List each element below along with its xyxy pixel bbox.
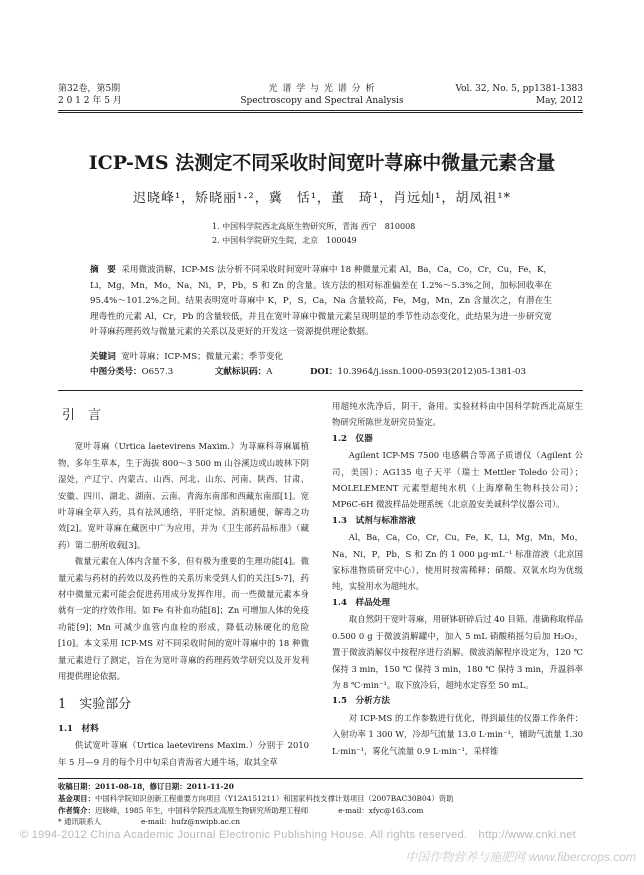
section-1-5-text: 对 ICP-MS 的工作参数进行优化，得到最佳的仪器工作条件：入射功率 1 300 W，冷却气流量 13.0 L·min⁻¹，辅助气流量 1.30 L·min⁻¹，雾化气流量 0.9 L·min⁻¹，采样锥 [332, 712, 583, 756]
keywords-text: 宽叶荨麻；ICP-MS；微量元素；季节变化 [121, 352, 284, 362]
intro-paragraph-1: 宽叶荨麻（Urtica laetevirens Maxim.）为荨麻科荨麻属植物，多年生草本，生于海拔 800～3 500 m 山谷溪边或山坡林下阴湿处，产辽宁、内蒙古、山西、河北、山东、河南、陕西、甘肃、安徽、四川、湖北、湖南、云南、青海东南部和西藏东南部[1]。宽叶荨麻全草入药，具有祛风通络，平肝定惊，消积通便，解毒之功效[2]。宽叶荨麻在藏医中广为应用，并为《卫生部药品标准》（藏药）第二册所收载[3]。 [58, 441, 309, 550]
abstract-text: 采用微波消解，ICP-MS 法分析不同采收时间宽叶荨麻中 18 种微量元素 Al，Ba，Ca，Co，Cr，Cu，Fe，K，Li，Mg，Mn，Mo，Na，Ni，P，Pb，S 和 Zn 的含量。该方法的相对标准偏差在 1.2%～5.3%之间，加标回收率在 95.4%～101.2%之间。结果表明宽叶荨麻中 K，P，S，Ca，Na 含量较高，Fe，Mg，Mn，Zn 含量次之，有潜在生理毒性的元素 Al，Cr，Pb 的含量较低，并且在宽叶荨麻中微量元素呈现明显的季节性动态变化，此结果为进一步研究宽叶荨麻药理药效与微量元素的关系以及更好的开发这一资源提供理论数据。 [90, 265, 552, 337]
affiliations [212, 220, 415, 248]
abstract-label: 摘 要 [90, 265, 116, 275]
doi-value: 10.3964/j.issn.1000-0593(2012)05-1381-03 [337, 367, 526, 377]
section-1-2-text: Agilent ICP-MS 7500 电感耦合等离子质谱仪（Agilent 公司，美国）；AG135 电子天平（瑞士 Mettler Toledo 公司）；MOLELEMENT 元素型超纯水机（上海摩勒生物科技公司）；MP6C-6H 微波样品处理系统（北京盈安美诚科学仪器公司）。 [332, 450, 583, 510]
keywords-label: 关键词 [90, 352, 116, 362]
intro-paragraph-2: 微量元素在人体内含量不多，但有极为重要的生理功能[4]。微量元素与药材的药效以及药性的关系历来受到人们的关注[5-7]，药材中微量元素可能会促进药用成分发挥作用，而一些微量元素本身就有一定的疗效作用。如 Fe 有补血功能[8]；Zn 可增加人体的免疫功能[9]；Mn 可减少血管内血栓的形成，降低动脉硬化的危险[10]。本文采用 ICP-MS 对不同采收时间的宽叶荨麻中的 18 种微量元素进行了测定，旨在为宽叶荨麻的药理药效学研究以及开发利用提供理论依据。 [58, 556, 309, 682]
author-email: e-mail：xfyc@163.com [338, 805, 424, 815]
footnote [58, 781, 583, 828]
author-bio-text: 迟晓峰，1985 年生，中国科学院西北高原生物研究所助理工程师 [94, 805, 309, 815]
keywords [90, 350, 560, 380]
received-dates: 收稿日期：2011-08-18，修订日期：2011-11-20 [58, 782, 234, 791]
date-cn: 2 0 1 2 年 5 月 [58, 96, 122, 106]
section-1-4-heading: 1.4 样品处理 [332, 597, 390, 608]
left-column [58, 404, 309, 770]
intro-heading: 引 言 [62, 408, 102, 423]
abstract-divider [58, 390, 583, 391]
corresponding-label: * 通讯联系人 [58, 817, 101, 827]
affiliation-1: 1. 中国科学院西北高原生物研究所，青海 西宁 810008 [212, 222, 416, 231]
abstract [90, 263, 552, 341]
doc-label: 文献标识码： [214, 367, 267, 377]
right-column [332, 398, 583, 759]
materials-continued: 用超纯水洗净后，阴干，备用。实验材料由中国科学院西北高原生物研究所陈世龙研究员鉴定。 [332, 401, 583, 428]
affiliation-2: 2. 中国科学院研究生院，北京 100049 [212, 236, 357, 245]
section-1-5-heading: 1.5 分析方法 [332, 696, 390, 707]
section-1-1-heading: 1.1 材料 [58, 723, 99, 734]
section-1-heading: 1 实验部分 [58, 696, 132, 712]
section-1-1-text: 供试宽叶荨麻（Urtica laetevirens Maxim.）分别于 2010 年 5 月—9 月的每个月中旬采自青海省大通牛场，取其全草 [58, 740, 309, 767]
doi-label: DOI： [309, 367, 338, 377]
classification-line [90, 365, 560, 380]
author-bio-label: 作者简介： [58, 805, 95, 815]
journal-name-en: Spectroscopy and Spectral Analysis [240, 96, 404, 106]
section-1-3-heading: 1.3 试剂与标准溶液 [332, 515, 416, 526]
paper-title: ICP-MS 法测定不同采收时间宽叶荨麻中微量元素含量 [88, 152, 556, 174]
fund-label: 基金项目： [58, 793, 95, 803]
doc-value: A [266, 367, 273, 377]
watermark: 中国作物营养与施肥网 www.fibercrops.com [405, 850, 636, 864]
clc-label: 中图分类号： [90, 367, 142, 377]
section-1-2-heading: 1.2 仪器 [332, 433, 373, 444]
section-1-4-text: 取自然阴干宽叶荨麻，用研钵研碎后过 40 目筛。准确称取样品 0.500 0 g 于微波消解罐中，加入 5 mL 硝酸稍摇匀后加 H₂O₂，置于微波消解仪中按程序进行消解。微波消解程序设定为，120 ℃ 保持 3 min，150 ℃ 保持 3 min，180 ℃ 保持 3 min，升温斜率为 8 ℃·min⁻¹。取下放冷后，超纯水定容至 50 mL。 [332, 614, 583, 690]
volume-en: Vol. 32, No. 5, pp1381-1383 [455, 84, 583, 94]
journal-name-cn: 光 谱 学 与 光 谱 分 析 [268, 84, 376, 94]
section-1-3-text: Al，Ba，Ca，Co，Cr，Cu，Fe，K，Li，Mg，Mn，Mo，Na，Ni，P，Pb，S 和 Zn 的 1 000 μg·mL⁻¹ 标准溶液（北京国家标准物质研究中心），使用时按需稀释；硝酸、双氧水均为优级纯，实验用水为超纯水。 [332, 532, 583, 592]
copyright-footer: © 1994-2012 China Academic Journal Electronic Publishing House. All rights reserved. http://www.cnki.net [20, 829, 576, 841]
header-rule [58, 110, 583, 111]
corresponding-email: e-mail：hufz@nwipb.ac.cn [141, 817, 240, 827]
author-list: 迟晓峰¹，矫晓丽¹·²，冀 恬¹，董 琦¹，肖远灿¹，胡凤祖¹* [132, 191, 512, 206]
header-rule-thin [58, 112, 583, 113]
date-en: May, 2012 [535, 96, 583, 106]
fund-text: 中国科学院知识创新工程重要方向项目（Y12A151211）和国家科技支撑计划项目（2007BAC30B04）资助 [94, 793, 454, 803]
clc-value: O657.3 [141, 367, 174, 377]
footnote-rule [58, 778, 583, 779]
volume-cn: 第32卷，第5期 [58, 84, 121, 94]
